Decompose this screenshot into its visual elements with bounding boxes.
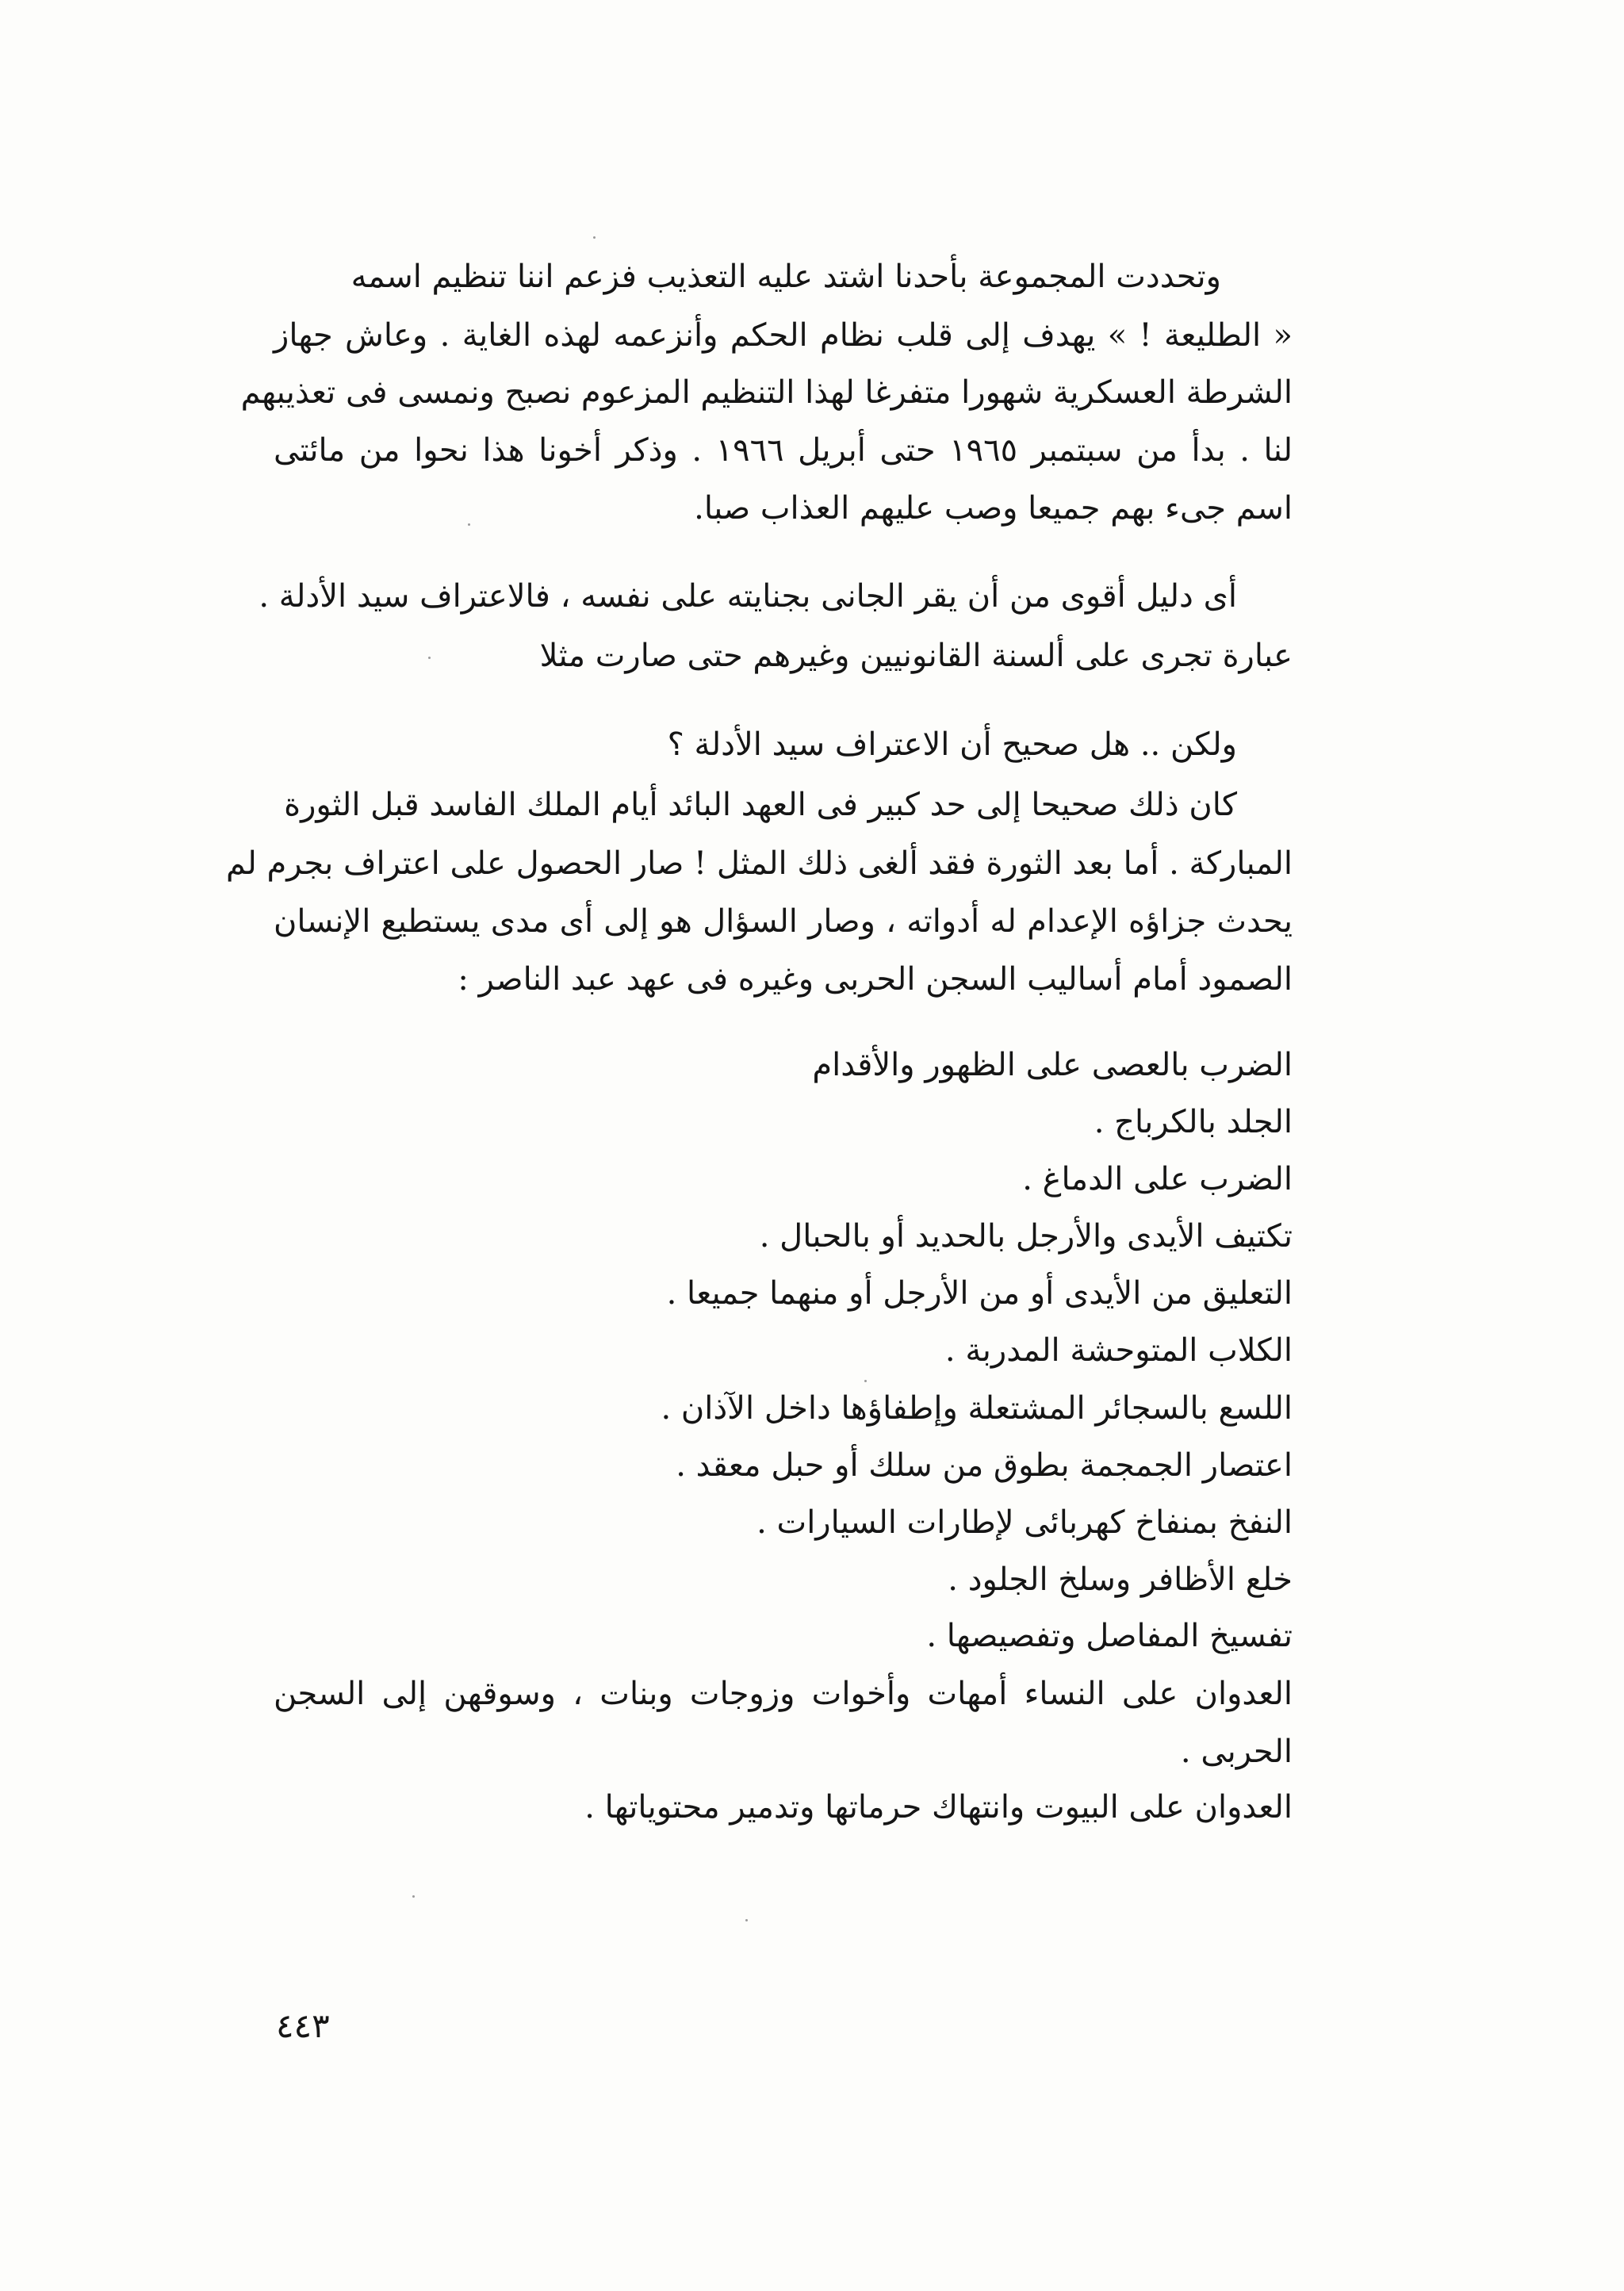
paragraph-line: الشرطة العسكرية شهورا متفرغا لهذا التنظيم المزعوم نصبح ونمسى فى تعذيبهم: [240, 374, 1293, 411]
paragraph-line: وتحددت المجموعة بأحدنا اشتد عليه التعذيب فزعم اننا تنظيم اسمه: [350, 259, 1221, 295]
list-item: الضرب بالعصى على الظهور والأقدام: [812, 1047, 1293, 1083]
page-number: ٤٤٣: [276, 2006, 330, 2045]
list-item: اللسع بالسجائر المشتعلة وإطفاؤها داخل الآذان .: [661, 1390, 1293, 1427]
paragraph-line: لنا . بدأ من سبتمبر ١٩٦٥ حتى أبريل ١٩٦٦ . وذكر أخونا هذا نحوا من مائتى: [274, 432, 1293, 469]
list-item: تكتيف الأيدى والأرجل بالحديد أو بالحبال .: [759, 1218, 1293, 1255]
scan-speck: [412, 1895, 415, 1898]
scan-speck: [864, 1380, 867, 1382]
paragraph-line: المباركة . أما بعد الثورة فقد ألغى ذلك المثل ! صار الحصول على اعتراف بجرم لم: [226, 845, 1293, 882]
paragraph-line: كان ذلك صحيحا إلى حد كبير فى العهد البائد أيام الملك الفاسد قبل الثورة: [284, 787, 1237, 823]
list-item: العدوان على البيوت وانتهاك حرماتها وتدمير محتوياتها .: [584, 1789, 1293, 1826]
paragraph-line: ولكن .. هل صحيح أن الاعتراف سيد الأدلة ؟: [667, 726, 1237, 763]
list-item: العدوان على النساء أمهات وأخوات وزوجات وبنات ، وسوقهن إلى السجن: [274, 1676, 1293, 1712]
paragraph-line: أى دليل أقوى من أن يقر الجانى بجنايته على نفسه ، فالاعتراف سيد الأدلة .: [259, 578, 1237, 615]
paragraph-line: الصمود أمام أساليب السجن الحربى وغيره فى عهد عبد الناصر :: [458, 961, 1293, 998]
list-item: خلع الأظافر وسلخ الجلود .: [948, 1561, 1293, 1598]
paragraph-line: « الطليعة ! » يهدف إلى قلب نظام الحكم وأنزعمه لهذه الغاية . وعاش جهاز: [274, 317, 1293, 354]
list-item: الجلد بالكرباج .: [1094, 1104, 1293, 1140]
paragraph-line: اسم جىء بهم جميعا وصب عليهم العذاب صبا.: [694, 490, 1293, 527]
list-item: التعليق من الأيدى أو من الأرجل أو منهما جميعا .: [666, 1275, 1293, 1312]
paragraph-line: يحدث جزاؤه الإعدام له أدواته ، وصار السؤال هو إلى أى مدى يستطيع الإنسان: [274, 903, 1293, 940]
scan-speck: [468, 523, 470, 526]
scan-speck: [428, 657, 431, 659]
list-item: تفسيخ المفاصل وتفصيصها .: [926, 1618, 1293, 1654]
scan-speck: [745, 1919, 748, 1921]
list-item: النفخ بمنفاخ كهربائى لإطارات السيارات .: [756, 1504, 1293, 1541]
list-item-continuation: الحربى .: [1180, 1734, 1293, 1770]
scan-speck: [593, 236, 596, 239]
list-item: اعتصار الجمجمة بطوق من سلك أو حبل معقد .: [676, 1447, 1293, 1484]
list-item: الكلاب المتوحشة المدربة .: [944, 1332, 1293, 1369]
paragraph-line: عبارة تجرى على ألسنة القانونيين وغيرهم حتى صارت مثلا: [539, 638, 1293, 674]
list-item: الضرب على الدماغ .: [1022, 1161, 1293, 1197]
